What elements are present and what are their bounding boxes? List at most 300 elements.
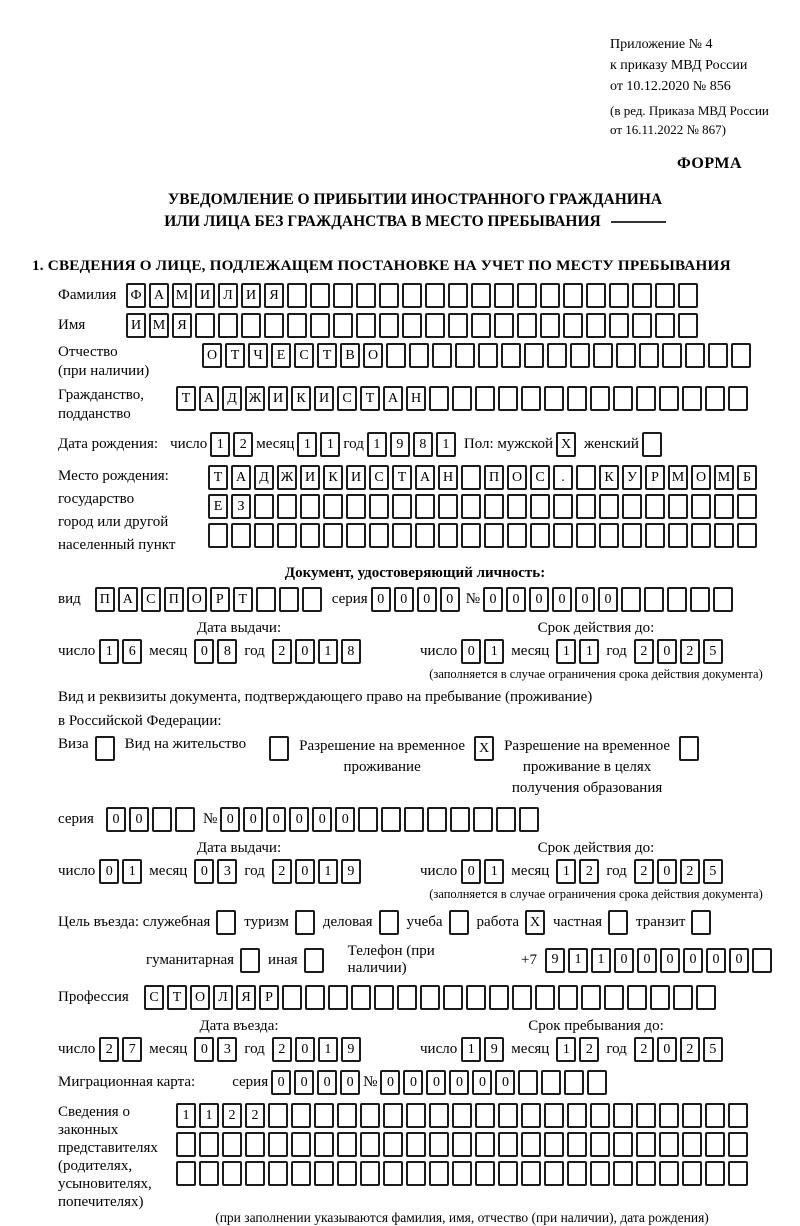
char-box[interactable] (475, 386, 495, 411)
char-box[interactable] (404, 807, 424, 832)
char-box[interactable]: 9 (390, 432, 410, 457)
char-box[interactable] (547, 343, 567, 368)
char-box[interactable] (622, 494, 642, 519)
char-box[interactable] (356, 313, 376, 338)
char-box[interactable] (494, 313, 514, 338)
char-box[interactable]: Т (360, 386, 380, 411)
char-box[interactable]: 0 (440, 587, 460, 612)
char-box[interactable]: О (363, 343, 383, 368)
char-box[interactable] (475, 1103, 495, 1128)
char-box[interactable] (333, 313, 353, 338)
char-box[interactable] (613, 1103, 633, 1128)
char-box[interactable]: 0 (449, 1070, 469, 1095)
char-box[interactable] (659, 1103, 679, 1128)
char-box[interactable] (195, 313, 215, 338)
char-box[interactable] (406, 1103, 426, 1128)
char-box[interactable] (386, 343, 406, 368)
char-box[interactable]: 0 (129, 807, 149, 832)
char-box[interactable]: 0 (506, 587, 526, 612)
char-box[interactable] (466, 985, 486, 1010)
char-box[interactable] (567, 386, 587, 411)
char-box[interactable] (310, 283, 330, 308)
char-box[interactable]: 0 (683, 948, 703, 973)
char-box[interactable] (678, 313, 698, 338)
char-box[interactable]: 0 (340, 1070, 360, 1095)
char-box[interactable] (705, 1132, 725, 1157)
char-box[interactable] (501, 343, 521, 368)
char-box[interactable]: Т (225, 343, 245, 368)
char-box[interactable] (567, 1103, 587, 1128)
char-box[interactable] (379, 283, 399, 308)
char-box[interactable]: 1 (320, 432, 340, 457)
char-box[interactable]: 1 (176, 1103, 196, 1128)
char-box[interactable] (622, 523, 642, 548)
char-box[interactable]: Н (438, 465, 458, 490)
char-box[interactable]: 1 (318, 859, 338, 884)
char-box[interactable]: 0 (637, 948, 657, 973)
char-box[interactable]: 0 (295, 1037, 315, 1062)
char-box[interactable]: 1 (318, 1037, 338, 1062)
char-box[interactable] (563, 313, 583, 338)
purpose-tourism-checkbox[interactable] (295, 910, 315, 935)
char-box[interactable] (427, 807, 447, 832)
char-box[interactable]: К (291, 386, 311, 411)
char-box[interactable] (521, 1161, 541, 1186)
char-box[interactable] (152, 807, 172, 832)
char-box[interactable] (636, 1103, 656, 1128)
char-box[interactable]: 9 (341, 859, 361, 884)
char-box[interactable] (705, 386, 725, 411)
char-box[interactable]: И (241, 283, 261, 308)
char-box[interactable]: 5 (703, 859, 723, 884)
char-box[interactable]: 0 (575, 587, 595, 612)
char-box[interactable]: 0 (657, 859, 677, 884)
char-box[interactable] (613, 1132, 633, 1157)
char-box[interactable]: 0 (317, 1070, 337, 1095)
char-box[interactable]: 2 (579, 1037, 599, 1062)
char-box[interactable]: 5 (703, 1037, 723, 1062)
char-box[interactable]: Ф (126, 283, 146, 308)
char-box[interactable] (397, 985, 417, 1010)
char-box[interactable]: 0 (706, 948, 726, 973)
char-box[interactable] (581, 985, 601, 1010)
char-box[interactable] (415, 523, 435, 548)
purpose-humanitarian-checkbox[interactable] (240, 948, 260, 973)
char-box[interactable] (512, 985, 532, 1010)
char-box[interactable] (685, 343, 705, 368)
char-box[interactable] (564, 1070, 584, 1095)
purpose-business-checkbox[interactable] (379, 910, 399, 935)
char-box[interactable]: 0 (243, 807, 263, 832)
char-box[interactable] (604, 985, 624, 1010)
char-box[interactable] (682, 386, 702, 411)
char-box[interactable]: 0 (598, 587, 618, 612)
char-box[interactable]: 2 (634, 639, 654, 664)
char-box[interactable] (328, 985, 348, 1010)
char-box[interactable]: 0 (194, 639, 214, 664)
char-box[interactable]: 8 (217, 639, 237, 664)
char-box[interactable]: 0 (729, 948, 749, 973)
char-box[interactable] (567, 1161, 587, 1186)
char-box[interactable] (300, 494, 320, 519)
char-box[interactable] (305, 985, 325, 1010)
visa-checkbox[interactable] (95, 736, 115, 761)
char-box[interactable] (593, 343, 613, 368)
char-box[interactable] (621, 587, 641, 612)
char-box[interactable]: 0 (99, 859, 119, 884)
char-box[interactable]: И (268, 386, 288, 411)
residence-permit-checkbox[interactable] (269, 736, 289, 761)
char-box[interactable] (737, 523, 757, 548)
char-box[interactable] (432, 343, 452, 368)
char-box[interactable] (443, 985, 463, 1010)
char-box[interactable]: 2 (99, 1037, 119, 1062)
char-box[interactable]: 5 (703, 639, 723, 664)
char-box[interactable]: О (507, 465, 527, 490)
char-box[interactable] (524, 343, 544, 368)
char-box[interactable] (521, 386, 541, 411)
char-box[interactable]: К (599, 465, 619, 490)
char-box[interactable] (279, 587, 299, 612)
char-box[interactable] (429, 1132, 449, 1157)
char-box[interactable] (489, 985, 509, 1010)
char-box[interactable]: 3 (217, 859, 237, 884)
char-box[interactable]: Ж (245, 386, 265, 411)
char-box[interactable]: 1 (568, 948, 588, 973)
char-box[interactable]: 0 (529, 587, 549, 612)
char-box[interactable] (291, 1103, 311, 1128)
char-box[interactable] (507, 494, 527, 519)
char-box[interactable] (644, 587, 664, 612)
char-box[interactable] (337, 1132, 357, 1157)
char-box[interactable] (471, 283, 491, 308)
char-box[interactable] (402, 283, 422, 308)
char-box[interactable] (199, 1132, 219, 1157)
char-box[interactable] (541, 1070, 561, 1095)
char-box[interactable]: 2 (579, 859, 599, 884)
char-box[interactable]: Я (264, 283, 284, 308)
char-box[interactable] (553, 523, 573, 548)
char-box[interactable] (570, 343, 590, 368)
char-box[interactable] (381, 807, 401, 832)
gender-female-checkbox[interactable] (642, 432, 662, 457)
char-box[interactable] (383, 1161, 403, 1186)
char-box[interactable] (507, 523, 527, 548)
char-box[interactable] (409, 343, 429, 368)
char-box[interactable]: И (126, 313, 146, 338)
char-box[interactable] (494, 283, 514, 308)
char-box[interactable] (475, 1132, 495, 1157)
char-box[interactable]: Р (259, 985, 279, 1010)
char-box[interactable] (731, 343, 751, 368)
char-box[interactable]: 0 (371, 587, 391, 612)
char-box[interactable] (268, 1103, 288, 1128)
char-box[interactable] (358, 807, 378, 832)
char-box[interactable] (256, 587, 276, 612)
char-box[interactable] (590, 1103, 610, 1128)
temp-edu-checkbox[interactable] (679, 736, 699, 761)
char-box[interactable] (498, 1103, 518, 1128)
char-box[interactable]: К (323, 465, 343, 490)
char-box[interactable]: В (340, 343, 360, 368)
char-box[interactable] (544, 1132, 564, 1157)
char-box[interactable]: 0 (194, 859, 214, 884)
char-box[interactable]: 0 (483, 587, 503, 612)
char-box[interactable] (346, 494, 366, 519)
char-box[interactable] (498, 1132, 518, 1157)
char-box[interactable] (705, 1103, 725, 1128)
char-box[interactable] (519, 807, 539, 832)
purpose-work-checkbox[interactable]: X (525, 910, 545, 935)
char-box[interactable]: А (118, 587, 138, 612)
char-box[interactable]: 8 (413, 432, 433, 457)
char-box[interactable] (406, 1132, 426, 1157)
char-box[interactable] (576, 465, 596, 490)
purpose-other-checkbox[interactable] (304, 948, 324, 973)
char-box[interactable]: 1 (297, 432, 317, 457)
char-box[interactable] (438, 494, 458, 519)
char-box[interactable]: 0 (472, 1070, 492, 1095)
char-box[interactable] (636, 1132, 656, 1157)
char-box[interactable] (728, 1161, 748, 1186)
char-box[interactable]: Т (167, 985, 187, 1010)
char-box[interactable]: 0 (417, 587, 437, 612)
char-box[interactable]: М (714, 465, 734, 490)
char-box[interactable] (302, 587, 322, 612)
char-box[interactable] (392, 494, 412, 519)
char-box[interactable]: 0 (461, 639, 481, 664)
char-box[interactable] (586, 313, 606, 338)
char-box[interactable]: 0 (266, 807, 286, 832)
char-box[interactable] (609, 283, 629, 308)
char-box[interactable]: 0 (495, 1070, 515, 1095)
char-box[interactable] (245, 1132, 265, 1157)
char-box[interactable]: 2 (680, 639, 700, 664)
char-box[interactable] (696, 985, 716, 1010)
char-box[interactable] (659, 1132, 679, 1157)
char-box[interactable] (429, 1103, 449, 1128)
char-box[interactable]: А (231, 465, 251, 490)
char-box[interactable]: Т (317, 343, 337, 368)
char-box[interactable]: Д (254, 465, 274, 490)
char-box[interactable] (530, 523, 550, 548)
char-box[interactable] (484, 523, 504, 548)
char-box[interactable]: . (553, 465, 573, 490)
char-box[interactable] (544, 386, 564, 411)
char-box[interactable] (420, 985, 440, 1010)
char-box[interactable]: И (346, 465, 366, 490)
char-box[interactable]: 1 (556, 639, 576, 664)
char-box[interactable]: И (300, 465, 320, 490)
char-box[interactable]: Ж (277, 465, 297, 490)
char-box[interactable]: 0 (657, 1037, 677, 1062)
char-box[interactable]: Д (222, 386, 242, 411)
char-box[interactable]: 2 (272, 859, 292, 884)
char-box[interactable] (553, 494, 573, 519)
char-box[interactable] (254, 523, 274, 548)
char-box[interactable]: 8 (341, 639, 361, 664)
char-box[interactable]: С (141, 587, 161, 612)
char-box[interactable]: 1 (556, 1037, 576, 1062)
char-box[interactable] (369, 494, 389, 519)
char-box[interactable] (690, 587, 710, 612)
char-box[interactable] (323, 494, 343, 519)
char-box[interactable]: И (195, 283, 215, 308)
char-box[interactable] (360, 1103, 380, 1128)
char-box[interactable] (530, 494, 550, 519)
char-box[interactable] (576, 523, 596, 548)
char-box[interactable] (662, 343, 682, 368)
char-box[interactable]: 2 (233, 432, 253, 457)
char-box[interactable] (668, 523, 688, 548)
char-box[interactable] (659, 386, 679, 411)
char-box[interactable]: 0 (295, 639, 315, 664)
char-box[interactable] (599, 523, 619, 548)
char-box[interactable] (455, 343, 475, 368)
char-box[interactable]: 0 (394, 587, 414, 612)
char-box[interactable] (452, 1161, 472, 1186)
char-box[interactable] (567, 1132, 587, 1157)
char-box[interactable] (682, 1103, 702, 1128)
char-box[interactable] (241, 313, 261, 338)
char-box[interactable] (448, 283, 468, 308)
char-box[interactable] (452, 1103, 472, 1128)
char-box[interactable]: 0 (552, 587, 572, 612)
char-box[interactable]: У (622, 465, 642, 490)
char-box[interactable] (613, 1161, 633, 1186)
char-box[interactable] (231, 523, 251, 548)
char-box[interactable]: М (149, 313, 169, 338)
char-box[interactable] (264, 313, 284, 338)
char-box[interactable] (351, 985, 371, 1010)
char-box[interactable] (682, 1132, 702, 1157)
temp-permit-checkbox[interactable]: X (474, 736, 494, 761)
char-box[interactable] (682, 1161, 702, 1186)
char-box[interactable] (245, 1161, 265, 1186)
char-box[interactable]: Р (645, 465, 665, 490)
char-box[interactable]: Т (176, 386, 196, 411)
char-box[interactable] (691, 523, 711, 548)
char-box[interactable] (590, 386, 610, 411)
char-box[interactable] (254, 494, 274, 519)
char-box[interactable] (374, 985, 394, 1010)
char-box[interactable]: 2 (680, 859, 700, 884)
char-box[interactable]: 1 (99, 639, 119, 664)
char-box[interactable]: Б (737, 465, 757, 490)
char-box[interactable] (475, 1161, 495, 1186)
char-box[interactable]: М (172, 283, 192, 308)
char-box[interactable]: 1 (556, 859, 576, 884)
char-box[interactable] (383, 1103, 403, 1128)
char-box[interactable] (587, 1070, 607, 1095)
char-box[interactable] (668, 494, 688, 519)
char-box[interactable]: З (231, 494, 251, 519)
purpose-study-checkbox[interactable] (449, 910, 469, 935)
char-box[interactable] (599, 494, 619, 519)
char-box[interactable]: 2 (680, 1037, 700, 1062)
char-box[interactable] (268, 1132, 288, 1157)
char-box[interactable] (425, 283, 445, 308)
char-box[interactable]: Р (210, 587, 230, 612)
char-box[interactable]: 0 (289, 807, 309, 832)
char-box[interactable] (438, 523, 458, 548)
char-box[interactable]: Н (406, 386, 426, 411)
char-box[interactable] (691, 494, 711, 519)
char-box[interactable]: 0 (106, 807, 126, 832)
char-box[interactable]: 0 (403, 1070, 423, 1095)
char-box[interactable] (728, 1132, 748, 1157)
char-box[interactable]: П (95, 587, 115, 612)
purpose-transit-checkbox[interactable] (691, 910, 711, 935)
char-box[interactable] (369, 523, 389, 548)
char-box[interactable]: 1 (122, 859, 142, 884)
char-box[interactable] (314, 1103, 334, 1128)
char-box[interactable] (379, 313, 399, 338)
char-box[interactable] (535, 985, 555, 1010)
char-box[interactable]: Я (172, 313, 192, 338)
char-box[interactable]: И (314, 386, 334, 411)
char-box[interactable]: 1 (318, 639, 338, 664)
char-box[interactable]: 0 (295, 859, 315, 884)
char-box[interactable]: 1 (591, 948, 611, 973)
char-box[interactable] (632, 313, 652, 338)
char-box[interactable] (291, 1132, 311, 1157)
char-box[interactable] (450, 807, 470, 832)
char-box[interactable] (540, 283, 560, 308)
char-box[interactable]: С (144, 985, 164, 1010)
char-box[interactable] (360, 1161, 380, 1186)
char-box[interactable]: М (668, 465, 688, 490)
char-box[interactable] (752, 948, 772, 973)
char-box[interactable] (728, 1103, 748, 1128)
char-box[interactable] (314, 1161, 334, 1186)
char-box[interactable] (310, 313, 330, 338)
char-box[interactable]: 0 (426, 1070, 446, 1095)
char-box[interactable] (402, 313, 422, 338)
char-box[interactable] (484, 494, 504, 519)
char-box[interactable]: 2 (222, 1103, 242, 1128)
char-box[interactable]: А (383, 386, 403, 411)
char-box[interactable]: П (484, 465, 504, 490)
char-box[interactable] (429, 1161, 449, 1186)
char-box[interactable] (406, 1161, 426, 1186)
char-box[interactable]: Т (208, 465, 228, 490)
char-box[interactable]: С (369, 465, 389, 490)
char-box[interactable]: 2 (245, 1103, 265, 1128)
char-box[interactable] (282, 985, 302, 1010)
gender-male-checkbox[interactable]: X (556, 432, 576, 457)
char-box[interactable]: 0 (312, 807, 332, 832)
char-box[interactable] (667, 587, 687, 612)
char-box[interactable] (645, 523, 665, 548)
char-box[interactable]: 9 (484, 1037, 504, 1062)
char-box[interactable]: 0 (461, 859, 481, 884)
char-box[interactable] (383, 1132, 403, 1157)
char-box[interactable]: 0 (380, 1070, 400, 1095)
char-box[interactable] (540, 313, 560, 338)
char-box[interactable]: 1 (461, 1037, 481, 1062)
char-box[interactable] (471, 313, 491, 338)
char-box[interactable]: О (691, 465, 711, 490)
char-box[interactable]: О (187, 587, 207, 612)
char-box[interactable] (300, 523, 320, 548)
char-box[interactable]: 2 (272, 1037, 292, 1062)
char-box[interactable] (627, 985, 647, 1010)
char-box[interactable] (218, 313, 238, 338)
char-box[interactable] (337, 1103, 357, 1128)
char-box[interactable] (461, 465, 481, 490)
char-box[interactable]: 0 (657, 639, 677, 664)
